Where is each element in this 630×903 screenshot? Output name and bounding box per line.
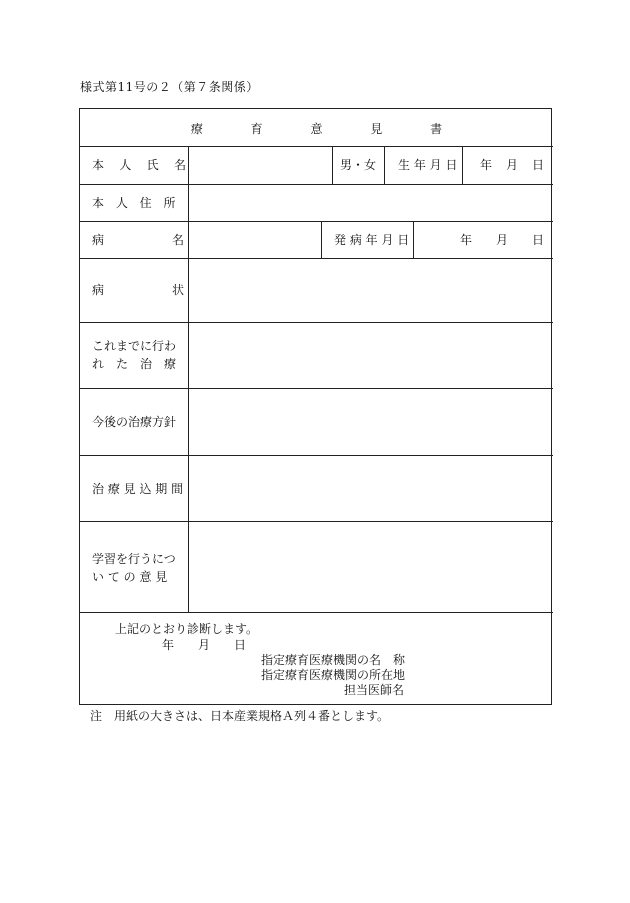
facility-name: 指定療育医療機関の名 称 bbox=[261, 653, 406, 667]
sex-selector[interactable]: 男・女 bbox=[340, 158, 377, 172]
birth-date-field[interactable]: 年 月 日 bbox=[480, 158, 546, 172]
row-divider bbox=[80, 521, 553, 522]
study-opinion-label-2: い て の 意 見 bbox=[92, 570, 168, 584]
row-divider bbox=[80, 258, 553, 259]
past-treatment-label-1: これまでに行わ bbox=[92, 339, 177, 353]
cell-divider bbox=[321, 221, 322, 258]
label-column-divider bbox=[188, 146, 189, 612]
onset-field[interactable]: 年 月 日 bbox=[460, 233, 545, 247]
opinion-form bbox=[79, 108, 552, 705]
address-label: 本 人 住 所 bbox=[92, 196, 180, 210]
name-field[interactable] bbox=[190, 148, 331, 183]
duration-field[interactable] bbox=[190, 457, 550, 520]
future-policy-field[interactable] bbox=[190, 390, 550, 454]
form-title: 療 育 意 見 書 bbox=[190, 122, 465, 136]
past-treatment-field[interactable] bbox=[190, 324, 550, 387]
onset-label: 発 病 年 月 日 bbox=[334, 233, 410, 247]
row-divider bbox=[80, 184, 553, 185]
symptoms-field[interactable] bbox=[190, 260, 550, 321]
birth-date-label: 生 年 月 日 bbox=[398, 158, 458, 172]
symptoms-label: 病 状 bbox=[92, 283, 189, 297]
cell-divider bbox=[462, 146, 463, 184]
cell-divider bbox=[332, 146, 333, 184]
name-label: 本 人 氏 名 bbox=[92, 158, 186, 172]
row-divider bbox=[80, 322, 553, 323]
cell-divider bbox=[413, 221, 414, 258]
future-policy-label: 今後の治療方針 bbox=[92, 415, 177, 429]
disease-field[interactable] bbox=[190, 223, 320, 257]
row-divider bbox=[80, 612, 553, 613]
cell-divider bbox=[384, 146, 385, 184]
facility-address: 指定療育医療機関の所在地 bbox=[261, 668, 406, 682]
row-divider bbox=[80, 388, 553, 389]
paper-size-note: 注 用紙の大きさは、日本産業規格Ａ列４番とします。 bbox=[90, 709, 390, 723]
row-divider bbox=[80, 221, 553, 222]
attending-doctor: 担当医師名 bbox=[344, 683, 405, 697]
row-divider bbox=[80, 146, 553, 147]
certification-date[interactable]: 年 月 日 bbox=[162, 638, 247, 652]
row-divider bbox=[80, 455, 553, 456]
address-field[interactable] bbox=[190, 186, 550, 220]
duration-label: 治 療 見 込 期 間 bbox=[92, 482, 184, 496]
study-opinion-field[interactable] bbox=[190, 523, 550, 611]
study-opinion-label-1: 学習を行うにつ bbox=[92, 552, 176, 566]
form-number: 様式第11号の２（第７条関係） bbox=[80, 80, 259, 94]
certification-statement: 上記のとおり診断します。 bbox=[115, 622, 259, 636]
past-treatment-label-2: れ た 治 療 bbox=[92, 357, 177, 371]
disease-label: 病 名 bbox=[92, 233, 189, 247]
